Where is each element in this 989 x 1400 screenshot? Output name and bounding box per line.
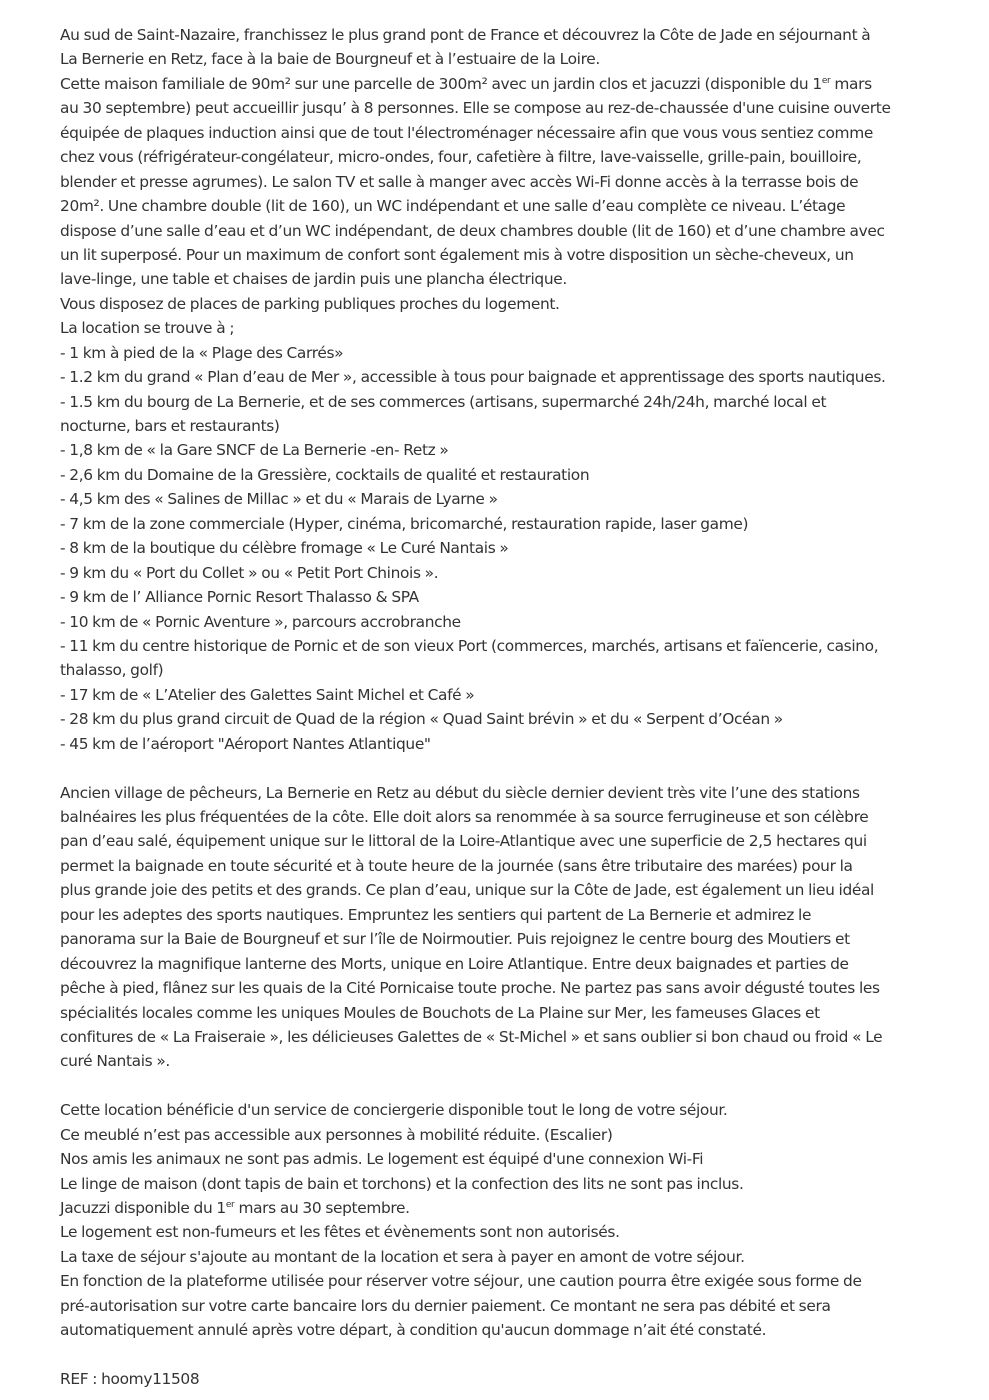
tax-note: La taxe de séjour s'ajoute au montant de la location et sera à payer en amont de votre séjour. [60, 1247, 745, 1266]
spacer [60, 1343, 940, 1367]
text-line: La Bernerie en Retz, face à la baie de Bourgneuf et à l’estuaire de la Loire. [60, 50, 600, 69]
text-fragment: Cette maison familiale de 90m² sur une parcelle de 300m² avec un jardin clos et jacuzzi (disponible du 1 [60, 74, 822, 93]
text-line: lave-linge, une table et chaises de jardin puis une plancha électrique. [60, 270, 567, 289]
text-line: curé Nantais ». [60, 1052, 170, 1071]
reference-code: REF : hoomy11508 [60, 1370, 200, 1389]
distance-item: - 7 km de la zone commerciale (Hyper, cinéma, bricomarché, restauration rapide, laser game) [60, 514, 749, 533]
deposit-note: automatiquement annulé après votre départ, à condition qu'aucun dommage n’ait été constaté. [60, 1321, 767, 1340]
distance-item: - 8 km de la boutique du célèbre fromage « Le Curé Nantais » [60, 539, 509, 558]
text-line: 20m². Une chambre double (lit de 160), un WC indépendant et une salle d’eau complète ce niveau. L’étage [60, 197, 846, 216]
text-line: équipée de plaques induction ainsi que de tout l'électroménager nécessaire afin que vous vous sentiez comme [60, 123, 873, 142]
house-paragraph [60, 72, 940, 292]
text-line: permet la baignade en toute sécurité et à toute heure de la journée (sans être tributaire des marées) pour la [60, 856, 853, 875]
distance-item-continued: nocturne, bars et restaurants) [60, 417, 280, 435]
text-line: découvrez la magnifique lanterne des Morts, unique en Loire Atlantique. Entre deux baignades et parties de [60, 954, 849, 973]
distance-item: - 2,6 km du Domaine de la Gressière, cocktails de qualité et restauration [60, 465, 590, 484]
accessibility-note: Ce meublé n’est pas accessible aux personnes à mobilité réduite. (Escalier) [60, 1125, 613, 1144]
text-fragment: Jacuzzi disponible du 1 [60, 1199, 226, 1217]
text-line: au 30 septembre) peut accueillir jusqu’ à 8 personnes. Elle se compose au rez-de-chaussée d'une cuisine ouverte [60, 99, 891, 118]
parking-note: Vous disposez de places de parking publiques proches du logement. [60, 294, 560, 313]
text-line: pan d’eau salé, équipement unique sur le littoral de la Loire-Atlantique avec une superficie de 2,5 hectares qui [60, 832, 867, 851]
superscript: er [225, 1200, 235, 1210]
distance-item: - 1.2 km du grand « Plan d’eau de Mer », accessible à tous pour baignade et apprentissage des sports nautiques. [60, 368, 886, 387]
deposit-note: pré-autorisation sur votre carte bancaire lors du dernier paiement. Ce montant ne sera pas débité et sera [60, 1296, 831, 1315]
text-line: spécialités locales comme les uniques Moules de Bouchots de La Plaine sur Mer, les fameuses Glaces et [60, 1003, 820, 1022]
distance-item: - 9 km du « Port du Collet » ou « Petit Port Chinois ». [60, 563, 439, 582]
text-fragment: mars au 30 septembre. [234, 1199, 410, 1217]
distance-item: - 45 km de l’aéroport "Aéroport Nantes Atlantique" [60, 734, 431, 753]
text-line: panorama sur la Baie de Bourgneuf et sur l’île de Noirmoutier. Puis rejoignez le centre bourg des Moutiers et [60, 930, 850, 949]
distance-item: - 1 km à pied de la « Plage des Carrés» [60, 343, 344, 362]
text-fragment: mars [830, 74, 872, 93]
superscript: er [821, 75, 831, 86]
text-line: pêche à pied, flânez sur les quais de la Cité Pornicaise toute proche. Ne partez pas sans avoir dégusté toutes les [60, 979, 880, 998]
text-line: blender et presse agrumes). Le salon TV et salle à manger avec accès Wi-Fi donne accès à la terrasse bois de [60, 172, 859, 191]
intro-paragraph [60, 23, 940, 72]
distance-item: - 28 km du plus grand circuit de Quad de la région « Quad Saint brévin » et du « Serpent d’Océan » [60, 710, 783, 729]
distance-item: - 17 km de « L’Atelier des Galettes Saint Michel et Café » [60, 685, 475, 704]
text-line: Ancien village de pêcheurs, La Bernerie en Retz au début du siècle dernier devient très vite l’une des stations [60, 783, 860, 802]
listing-description [60, 23, 940, 1392]
smoking-parties-note: Le logement est non-fumeurs et les fêtes et évènements sont non autorisés. [60, 1223, 620, 1242]
spacer [60, 1074, 940, 1098]
text-line: chez vous (réfrigérateur-congélateur, micro-ondes, four, cafetière à filtre, lave-vaisselle, grille-pain, bouilloire, [60, 148, 862, 167]
text-line: Au sud de Saint-Nazaire, franchissez le plus grand pont de France et découvrez la Côte de Jade en séjournant à [60, 26, 871, 44]
distance-item: - 9 km de l’ Alliance Pornic Resort Thalasso & SPA [60, 588, 419, 607]
text-line [60, 72, 940, 96]
distance-item: - 1,8 km de « la Gare SNCF de La Bernerie -en- Retz » [60, 441, 449, 460]
distance-item: - 4,5 km des « Salines de Millac » et du « Marais de Lyarne » [60, 490, 498, 509]
linen-note: Le linge de maison (dont tapis de bain et torchons) et la confection des lits ne sont pas inclus. [60, 1174, 744, 1193]
distance-list [60, 341, 940, 756]
text-line: pour les adeptes des sports nautiques. Empruntez les sentiers qui partent de La Bernerie et admirez le [60, 905, 812, 924]
location-intro: La location se trouve à ; [60, 319, 235, 338]
distance-item: - 10 km de « Pornic Aventure », parcours accrobranche [60, 612, 461, 631]
text-line: plus grande joie des petits et des grands. Ce plan d’eau, unique sur la Côte de Jade, est également un lieu idéal [60, 881, 874, 900]
text-line: un lit superposé. Pour un maximum de confort sont également mis à votre disposition un sèche-cheveux, un [60, 245, 854, 264]
text-line: balnéaires les plus fréquentées de la côte. Elle doit alors sa renommée à sa source ferrugineuse et son célèbre [60, 808, 869, 826]
distance-item: - 1.5 km du bourg de La Bernerie, et de ses commerces (artisans, supermarché 24h/24h, marché local et [60, 392, 827, 411]
animals-wifi-note: Nos amis les animaux ne sont pas admis. Le logement est équipé d'une connexion Wi-Fi [60, 1150, 704, 1169]
village-paragraph [60, 781, 940, 1074]
distance-item-continued: thalasso, golf) [60, 661, 164, 680]
distance-item: - 11 km du centre historique de Pornic et de son vieux Port (commerces, marchés, artisans et faïencerie, casino, [60, 636, 879, 655]
text-line: confitures de « La Fraiseraie », les délicieuses Galettes de « St-Michel » et sans oublier si bon chaud ou froid « Le [60, 1027, 883, 1046]
text-line: dispose d’une salle d’eau et d’un WC indépendant, de deux chambres double (lit de 160) et d’une chambre avec [60, 221, 885, 240]
conditions-section [60, 1098, 940, 1342]
spacer [60, 756, 940, 780]
concierge-note: Cette location bénéficie d'un service de conciergerie disponible tout le long de votre séjour. [60, 1101, 728, 1120]
deposit-note: En fonction de la plateforme utilisée pour réserver votre séjour, une caution pourra être exigée sous forme de [60, 1272, 862, 1291]
jacuzzi-note [60, 1196, 940, 1220]
